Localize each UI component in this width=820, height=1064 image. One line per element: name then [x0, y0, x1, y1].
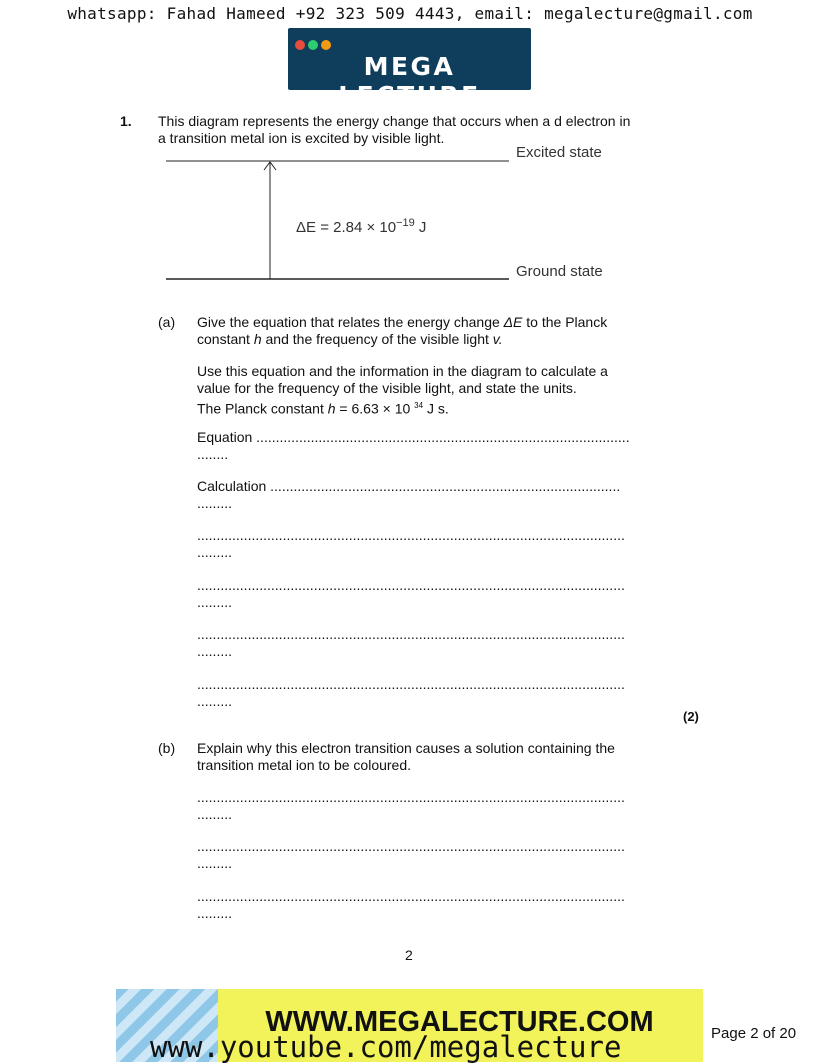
part-b-line: Explain why this electron transition causes a solution containing the — [197, 740, 615, 756]
delta-e-unit: J — [414, 219, 427, 236]
part-a-prompt — [197, 314, 677, 348]
footer-youtube-url[interactable]: www.youtube.com/megalecture — [150, 1030, 622, 1064]
question-intro-line: a transition metal ion is excited by visible light. — [158, 130, 445, 146]
answer-line[interactable]: .............................................................................................................. — [197, 527, 625, 543]
calculation-answer-line[interactable]: Calculation .......................................................................................... — [197, 478, 621, 494]
part-a-line1: Give the equation that relates the energy change ΔE to the Planck — [197, 314, 608, 330]
delta-e-value: ΔE = 2.84 × 10 — [296, 219, 397, 236]
answer-line-continuation: ......... — [197, 495, 233, 511]
answer-line-continuation: ......... — [197, 905, 233, 921]
delta-e-label — [296, 217, 426, 236]
logo-dot-red — [295, 40, 305, 50]
delta-e-exponent: −19 — [396, 217, 415, 229]
answer-line-continuation: ......... — [197, 594, 233, 610]
marks-indicator: (2) — [683, 709, 699, 724]
planck-constant: The Planck constant h = 6.63 × 10 $^{34}$ J s. — [197, 400, 449, 417]
part-b-prompt — [197, 740, 677, 774]
answer-line-continuation: ......... — [197, 693, 233, 709]
answer-line-continuation: ........ — [197, 446, 229, 462]
header-contact: whatsapp: Fahad Hameed +92 323 509 4443, email: megalecture@gmail.com — [67, 4, 753, 23]
answer-line-continuation: ......... — [197, 544, 233, 560]
part-a-instructions — [197, 363, 677, 418]
logo-dot-green — [308, 40, 318, 50]
question-number: 1. — [120, 113, 132, 129]
part-a-line2: constant h and the frequency of the visible light v. — [197, 331, 503, 347]
answer-line-continuation: ......... — [197, 855, 233, 871]
excited-state-label: Excited state — [516, 144, 602, 161]
ground-state-label: Ground state — [516, 263, 603, 280]
answer-line-continuation: ......... — [197, 643, 233, 659]
equation-label: Equation — [197, 429, 253, 445]
equation-answer-line[interactable]: Equation ................................................................................................ — [197, 429, 630, 445]
energy-level-diagram — [160, 138, 630, 288]
page-number: 2 — [405, 947, 413, 963]
calculation-label: Calculation — [197, 478, 267, 494]
answer-line[interactable]: .............................................................................................................. — [197, 577, 625, 593]
answer-line[interactable]: .............................................................................................................. — [197, 676, 625, 692]
footer-site-url[interactable]: WWW.MEGALECTURE.COM — [265, 1006, 654, 1038]
part-b-line: transition metal ion to be coloured. — [197, 757, 412, 773]
logo-text: MEGA LECTURE — [338, 52, 481, 110]
answer-line[interactable]: .............................................................................................................. — [197, 838, 625, 854]
logo — [288, 28, 531, 110]
part-a-instruction-line: Use this equation and the information in the diagram to calculate a — [197, 363, 608, 379]
part-a-instruction-line: value for the frequency of the visible light, and state the units. — [197, 380, 577, 396]
page-of-indicator: Page 2 of 20 — [711, 1025, 797, 1042]
part-b-label: (b) — [158, 740, 176, 756]
part-a-label: (a) — [158, 314, 176, 330]
answer-line[interactable]: .............................................................................................................. — [197, 888, 625, 904]
answer-line[interactable]: .............................................................................................................. — [197, 626, 625, 642]
question-intro-line: This diagram represents the energy change that occurs when a d electron in — [158, 113, 631, 129]
logo-dot-orange — [321, 40, 331, 50]
answer-line[interactable]: .............................................................................................................. — [197, 789, 625, 805]
answer-line-continuation: ......... — [197, 806, 233, 822]
